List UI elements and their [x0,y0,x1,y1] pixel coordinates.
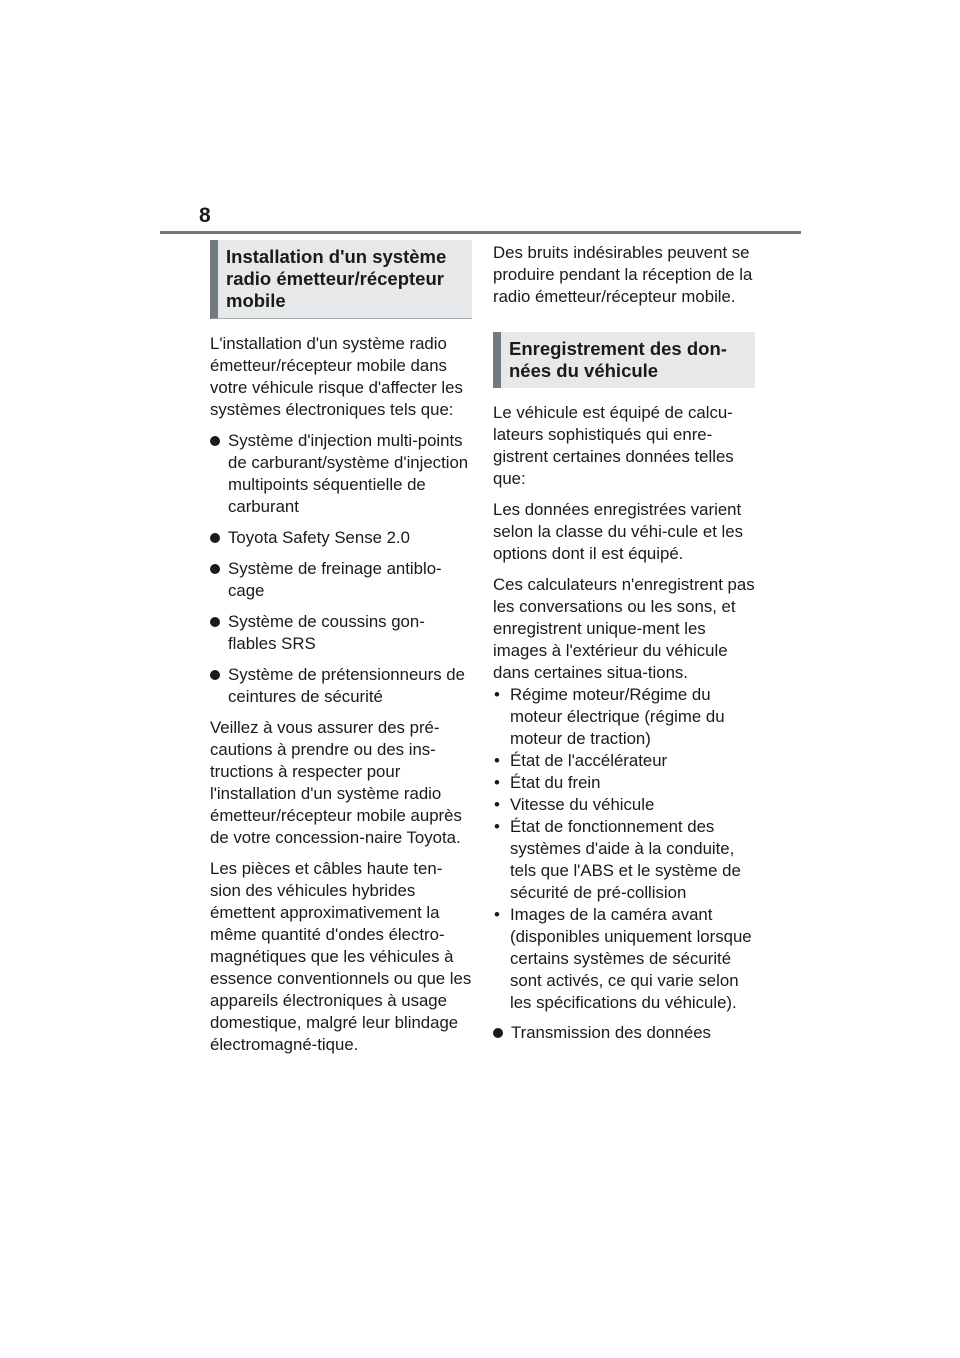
noise-paragraph: Des bruits indésirables peuvent se produire pendant la réception de la radio émetteur/récepteur mobile. [493,243,753,306]
bullet-icon [210,533,220,543]
bullet-icon [210,670,220,680]
bullet-item: Système d'injection multi-points de carburant/système d'injection multipoints séquentielle de carburant [210,430,472,518]
list-item: • État de fonctionnement des systèmes d'aide à la conduite, tels que l'ABS et le système de sécurité de pré-collision [494,817,741,902]
bullet-icon [210,617,220,627]
data-varies-paragraph: Les données enregistrées varient selon la classe du véhi-cule et les options dont il est équipé. [493,500,743,563]
list-item: • État du frein [494,773,601,792]
header-rule [160,231,801,234]
bullet-item: Transmission des données [493,1022,755,1044]
bullet-item: Système de prétensionneurs de ceintures de sécurité [210,664,472,708]
bullet-icon [210,564,220,574]
recorded-data-list [493,684,755,1014]
list-item: • Vitesse du véhicule [494,795,655,814]
bullet-item: Système de coussins gon-flables SRS [210,611,472,655]
bullet-item: Toyota Safety Sense 2.0 [210,527,472,549]
intro-paragraph: L'installation d'un système radio émetteur/récepteur mobile dans votre véhicule risque d'affecter les systèmes électroniques tels que: [210,334,463,419]
bullet-icon [493,1028,503,1038]
list-item: • Régime moteur/Régime du moteur électrique (régime du moteur de traction) [494,685,725,748]
right-column [493,242,755,1053]
list-item: • Images de la caméra avant (disponibles uniquement lorsque certains systèmes de sécurité sont activés, ce qui varie selon les spécifications du véhicule). [494,905,752,1012]
recording-paragraph: Ces calculateurs n'enregistrent pas les conversations ou les sons, et enregistrent unique-ment les images à l'extérieur du véhicule dans certaines situa-tions. [493,575,755,682]
section-heading-data: Enregistrement des don-nées du véhicule [493,332,755,388]
list-item: • État de l'accélérateur [494,751,668,770]
precautions-paragraph: Veillez à vous assurer des pré-cautions à prendre ou des ins-tructions à respecter pour l'installation d'un système radio émetteur/récepteur mobile auprès de votre concession-naire Toyota. [210,718,462,847]
bullet-icon [210,436,220,446]
section-heading-radio: Installation d'un système radio émetteur/récepteur mobile [210,240,472,319]
page-number: 8 [199,204,211,227]
left-column [210,240,472,1065]
bullet-item: Système de freinage antiblo-cage [210,558,472,602]
equipment-paragraph: Le véhicule est équipé de calcu-lateurs sophistiqués qui enre-gistrent certaines données telles que: [493,403,734,488]
hybrid-paragraph: Les pièces et câbles haute ten-sion des véhicules hybrides émettent approximativement la même quantité d'ondes électro-magnétiques que les véhicules à essence conventionnels ou que les appareils électroniques à usage domestique, malgré leur blindage électromagné-tique. [210,859,472,1054]
